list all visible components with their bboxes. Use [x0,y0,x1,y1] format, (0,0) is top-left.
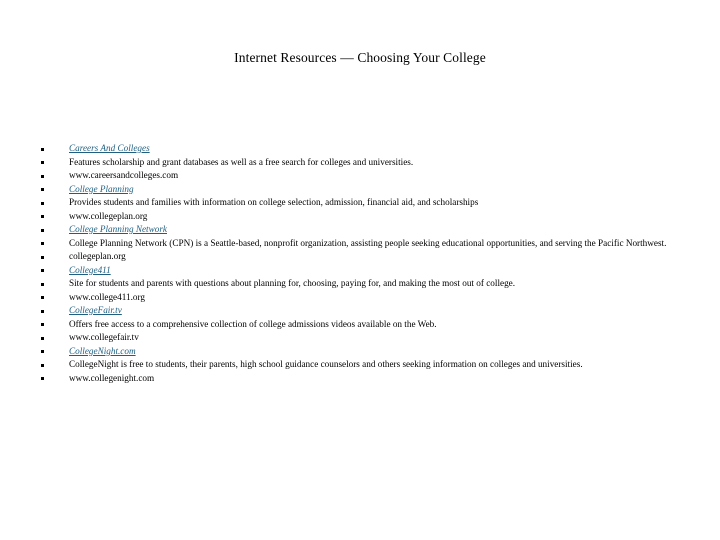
list-item [41,237,691,251]
list-item [41,223,691,237]
bullet-icon [41,283,44,286]
bullet-icon [41,242,44,245]
bullet-icon [41,296,44,299]
list-item [41,345,691,359]
list-item [41,331,691,345]
bullet-icon [41,337,44,340]
bullet-icon [41,175,44,178]
page-title: Internet Resources — Choosing Your College [234,50,486,65]
list-item [41,264,691,278]
list-item [41,304,691,318]
bullet-icon [41,364,44,367]
bullet-icon [41,350,44,353]
list-item [41,183,691,197]
college-planning-network-link[interactable]: College Planning Network [69,224,167,234]
collegefair-url: www.collegefair.tv [69,332,139,342]
college-planning-network-description: College Planning Network (CPN) is a Seattle-based, nonprofit organization, assisting people seeking educational opportunities, and serving the Pacific Northwest. [69,237,667,248]
list-item [41,169,691,183]
collegefair-link[interactable]: CollegeFair.tv [69,305,122,315]
college-planning-description: Provides students and families with information on college selection, admission, financial aid, and scholarships [69,197,479,207]
bullet-icon [41,215,44,218]
careers-and-colleges-description: Features scholarship and grant databases as well as a free search for colleges and universities. [69,156,414,167]
bullet-icon [41,310,44,313]
bullet-icon [41,269,44,272]
college411-description: Site for students and parents with questions about planning for, choosing, paying for, and making the most out of college. [69,278,516,288]
list-item [41,358,691,372]
resource-list [41,142,691,385]
bullet-icon [41,188,44,191]
list-item [41,142,691,156]
collegenight-link[interactable]: CollegeNight.com [69,345,136,356]
careers-and-colleges-link[interactable]: Careers And Colleges [69,143,150,153]
college-planning-url: www.collegeplan.org [69,210,148,221]
collegenight-description: CollegeNight is free to students, their parents, high school guidance counselors and others seeking information on colleges and universities. [69,359,583,369]
bullet-icon [41,256,44,259]
list-item [41,196,691,210]
bullet-icon [41,202,44,205]
list-item [41,277,691,291]
list-item [41,250,691,264]
careers-and-colleges-url: www.careersandcolleges.com [69,170,179,180]
list-item [41,156,691,170]
collegefair-description: Offers free access to a comprehensive collection of college admissions videos available on the Web. [69,318,437,329]
bullet-icon [41,148,44,151]
bullet-icon [41,323,44,326]
bullet-icon [41,229,44,232]
college411-url: www.college411.org [69,291,145,302]
college411-link[interactable]: College411 [69,264,111,275]
bullet-icon [41,377,44,380]
list-item [41,372,691,386]
collegenight-url: www.collegenight.com [69,372,155,383]
list-item [41,318,691,332]
bullet-icon [41,161,44,164]
college-planning-link[interactable]: College Planning [69,183,134,194]
list-item [41,210,691,224]
list-item [41,291,691,305]
college-planning-network-url: collegeplan.org [69,251,126,261]
